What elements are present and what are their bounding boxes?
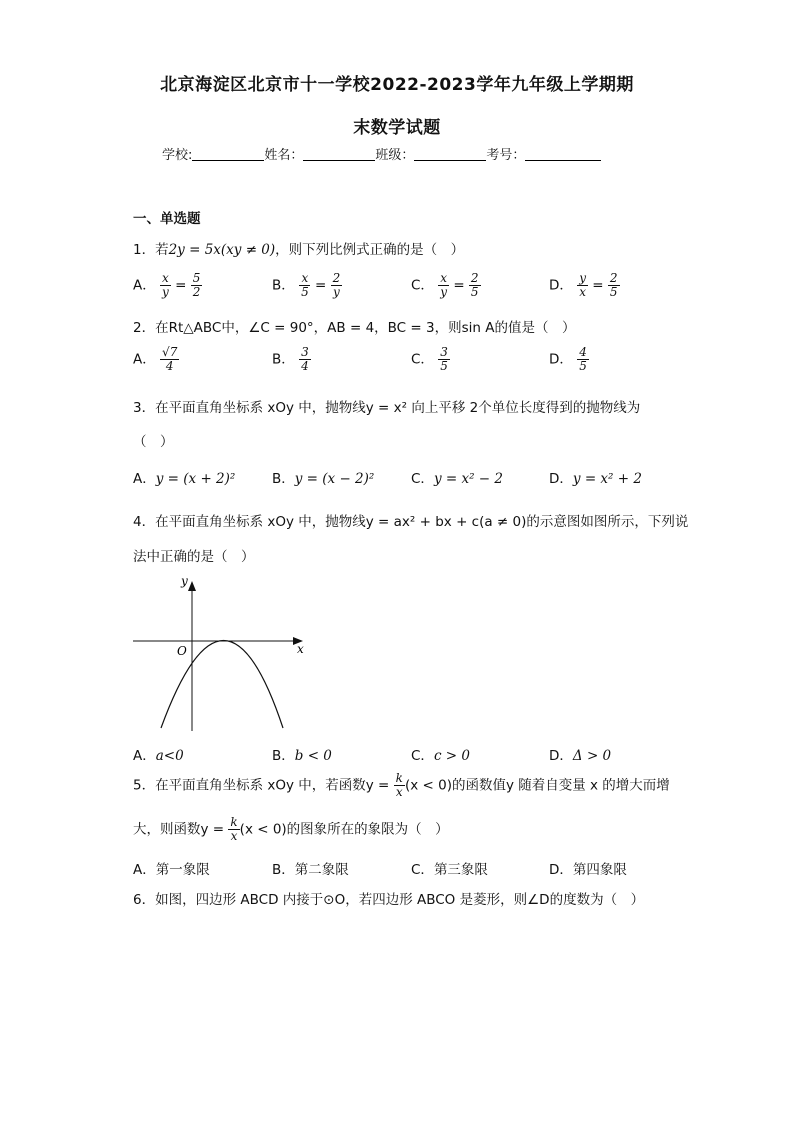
q1-option-c[interactable]: C． $\frac{x}{y}$ = $\frac{2}{5}$: [411, 271, 479, 299]
class-field[interactable]: [414, 148, 486, 161]
question-3-stem-2: （ ）: [133, 434, 174, 450]
q3-option-a[interactable]: A．y = (x + 2)²: [133, 471, 236, 487]
question-6-stem: 6．如图，四边形 ABCD 内接于⊙O，若四边形 ABCO 是菱形，则∠D的度数为（ ）: [133, 892, 645, 908]
number-field[interactable]: [525, 148, 601, 161]
q3-option-c[interactable]: C．y = x² − 2: [411, 471, 503, 487]
school-field[interactable]: [192, 148, 264, 161]
question-5-stem-2: 大，则函数y = $\frac{k}{x}$ (x < 0)的图象所在的象限为（ ）: [133, 815, 449, 843]
name-field[interactable]: [303, 148, 375, 161]
q2-option-a[interactable]: A． $\frac{√7}{4}$: [133, 345, 178, 373]
q3-option-d[interactable]: D．y = x² + 2: [549, 471, 642, 487]
q5-option-a[interactable]: A．第一象限: [133, 862, 210, 878]
q5-option-d[interactable]: D．第四象限: [549, 862, 627, 878]
q3-option-b[interactable]: B．y = (x − 2)²: [272, 471, 375, 487]
question-4-stem-2: 法中正确的是（ ）: [133, 549, 255, 565]
question-1-stem: [133, 238, 464, 258]
question-2-stem: 2．在Rt△ABC中，∠C = 90°，AB = 4，BC = 3，则sin A的值是（ ）: [133, 320, 576, 336]
q4-option-a[interactable]: A．a<0: [133, 748, 184, 764]
q1-option-d[interactable]: D． $\frac{y}{x}$ = $\frac{2}{5}$: [549, 271, 618, 299]
q4-option-b[interactable]: B．b < 0: [272, 748, 332, 764]
name-label: 姓名：: [264, 148, 304, 163]
q1-condition: 2y = 5x(xy ≠ 0): [168, 242, 276, 258]
q2-option-d[interactable]: D． $\frac{4}{5}$: [549, 345, 587, 373]
q1-stem-suffix: ，则下列比例式正确的是（ ）: [275, 242, 465, 258]
question-4-stem-1: 4．在平面直角坐标系 xOy 中，抛物线y = ax² + bx + c(a ≠ 0)的示意图如图所示，下列说: [133, 514, 689, 530]
class-label: 班级：: [375, 148, 415, 163]
y-axis-arrow: [188, 581, 196, 591]
school-label: 学校:: [162, 148, 193, 163]
q1-option-b[interactable]: B． $\frac{x}{5}$ = $\frac{2}{y}$: [272, 271, 341, 299]
student-info-row: [162, 144, 601, 163]
q4-option-d[interactable]: D．Δ > 0: [549, 748, 612, 764]
q2-option-c[interactable]: C． $\frac{3}{5}$: [411, 345, 448, 373]
question-5-stem-1: 5．在平面直角坐标系 xOy 中，若函数y = $\frac{k}{x}$ (x < 0)的函数值y 随着自变量 x 的增大而增: [133, 771, 670, 799]
origin-label: O: [177, 644, 187, 658]
title-line-2: 末数学试题: [353, 118, 441, 138]
q4-option-c[interactable]: C．c > 0: [411, 748, 470, 764]
q1-stem-prefix: 1．若: [133, 242, 169, 258]
question-3-stem-1: 3．在平面直角坐标系 xOy 中，抛物线y = x² 向上平移 2个单位长度得到的抛物线为: [133, 400, 641, 416]
q5-option-b[interactable]: B．第二象限: [272, 862, 349, 878]
q2-option-b[interactable]: B． $\frac{3}{4}$: [272, 345, 309, 373]
x-axis-label: x: [297, 642, 304, 656]
section-heading: 一、单选题: [133, 211, 201, 227]
y-axis-label: y: [181, 574, 188, 588]
q1-option-a[interactable]: A． $\frac{x}{y}$ = $\frac{5}{2}$: [133, 271, 201, 299]
q5-option-c[interactable]: C．第三象限: [411, 862, 488, 878]
parabola-graph: [125, 573, 315, 738]
number-label: 考号：: [486, 148, 526, 163]
title-line-1: 北京海淀区北京市十一学校2022-2023学年九年级上学期期: [160, 75, 634, 95]
